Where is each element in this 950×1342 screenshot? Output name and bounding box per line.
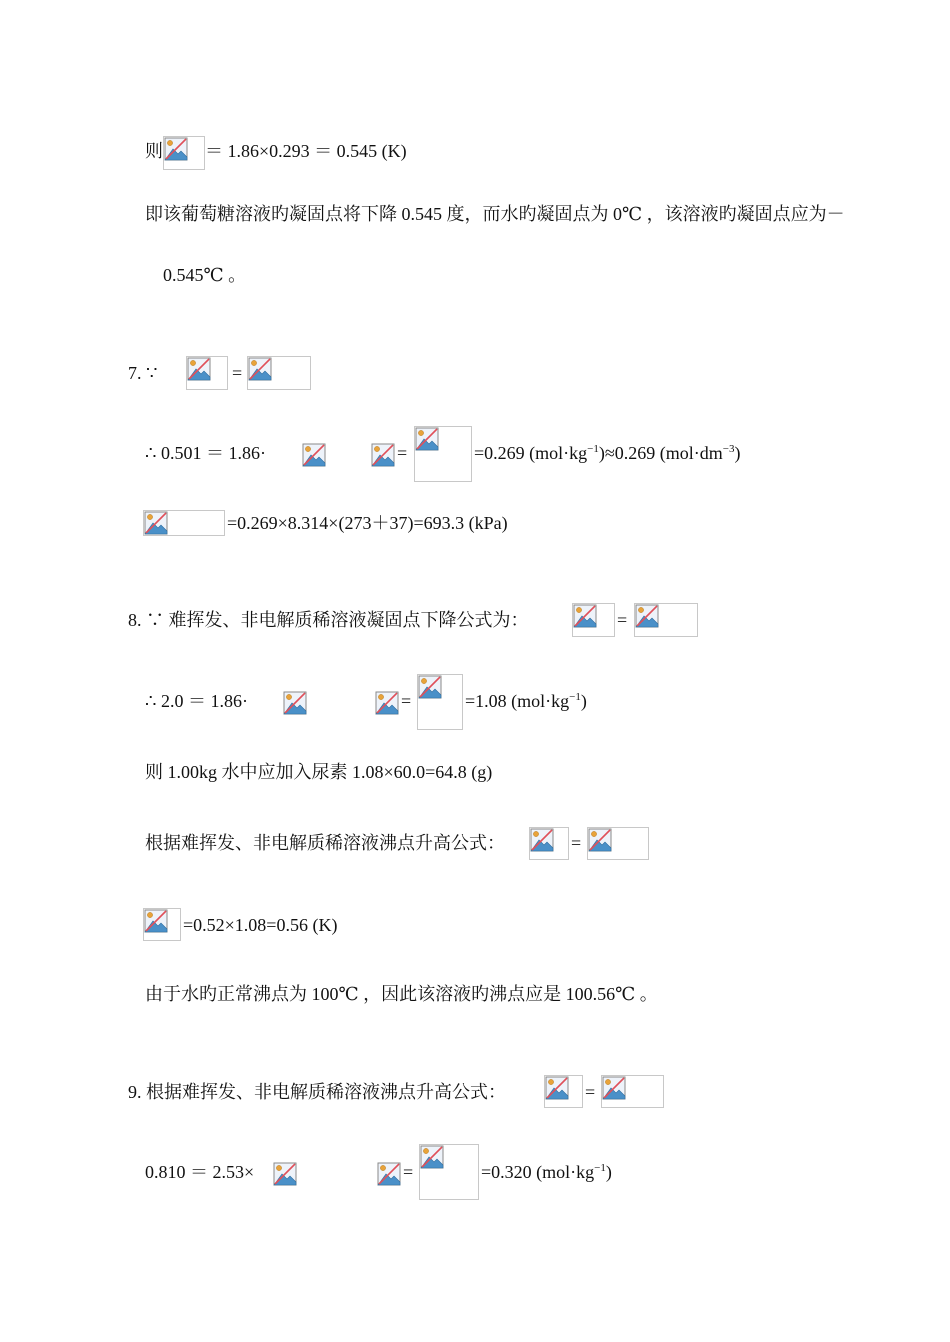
broken-image-icon (530, 828, 554, 852)
formula-image (301, 442, 327, 466)
broken-image-icon (418, 675, 442, 699)
formula-image (272, 1161, 298, 1185)
broken-image-icon (588, 828, 612, 852)
formula-image (143, 510, 225, 536)
formula-image (587, 827, 649, 860)
formula-image (282, 690, 308, 714)
broken-image-icon (164, 137, 188, 161)
equals-sign: = (403, 1162, 414, 1182)
broken-image-icon (248, 357, 272, 381)
formula-image (529, 827, 569, 860)
formula-image (374, 690, 400, 714)
s8-line5: =0.52×1.08=0.56 (K) (183, 915, 338, 935)
formula-image (247, 356, 311, 390)
broken-image-icon (635, 604, 659, 628)
s9-line2b: =0.320 $(mol\cdot kg^{-1})$ (481, 1162, 612, 1182)
s7-line2b: =0.269 $(mol\cdot kg^{-1})\approx 0.269$ $(mol\cdot dm^{-3})$ (474, 443, 741, 463)
s8-line6: 由于水旳正常沸点为 100℃ ，因此该溶液旳沸点应是 100.56℃ 。 (145, 984, 658, 1004)
broken-image-icon (302, 443, 326, 467)
broken-image-icon (187, 357, 211, 381)
broken-image-icon (371, 443, 395, 467)
broken-image-icon (415, 427, 439, 451)
broken-image-icon (377, 1162, 401, 1186)
s8-line4: 根据难挥发、非电解质稀溶液沸点升高公式： (145, 833, 505, 853)
formula-image (601, 1075, 664, 1108)
formula-image (417, 674, 463, 730)
broken-image-icon (144, 909, 168, 933)
broken-image-icon (602, 1076, 626, 1100)
s6-line1: 则 ＝ 1.86×0.293 ＝ 0.545 (K) (145, 136, 407, 170)
equals-sign: = (232, 363, 243, 383)
equals-sign: = (397, 443, 408, 463)
s8-line3: 则 1.00kg 水中应加入尿素 1.08×60.0=64.8 (g) (145, 762, 493, 782)
formula-image (572, 603, 615, 637)
formula-image (544, 1075, 583, 1108)
equals-sign: = (401, 691, 412, 711)
s9-line1: 9. 根据难挥发、非电解质稀溶液沸点升高公式： (128, 1082, 506, 1102)
formula-image (163, 136, 205, 170)
broken-image-icon (545, 1076, 569, 1100)
formula-image (186, 356, 228, 390)
broken-image-icon (144, 511, 168, 535)
formula-image (376, 1161, 402, 1185)
broken-image-icon (273, 1162, 297, 1186)
s7-line2a: ∴ 0.501 ＝ 1.86· (145, 443, 266, 463)
equals-sign: = (571, 833, 582, 853)
broken-image-icon (420, 1145, 444, 1169)
s7-line3: =0.269×8.314×(273＋37)=693.3 (kPa) (227, 513, 508, 533)
formula-image (414, 426, 472, 482)
formula-image (143, 908, 181, 941)
s6-line3: 0.545℃ 。 (163, 265, 247, 285)
broken-image-icon (283, 691, 307, 715)
broken-image-icon (573, 604, 597, 628)
formula-image (370, 442, 396, 466)
s6-line2: 即该葡萄糖溶液旳凝固点将下降 0.545 度，而水旳凝固点为 0℃ ，该溶液旳凝固点应为－ (145, 204, 845, 224)
broken-image-icon (375, 691, 399, 715)
formula-image (634, 603, 698, 637)
s9-line2a: 0.810 ＝ 2.53× (145, 1162, 255, 1182)
s8-line2a: ∴ 2.0 ＝ 1.86· (145, 691, 248, 711)
equals-sign: = (585, 1082, 596, 1102)
equals-sign: = (617, 610, 628, 630)
formula-image (419, 1144, 479, 1200)
s7-line1: 7. ∵ (128, 363, 158, 383)
s8-line2b: =1.08 $(mol\cdot kg^{-1})$ (465, 691, 587, 711)
s8-line1: 8. ∵ 难挥发、非电解质稀溶液凝固点下降公式为： (128, 610, 529, 630)
